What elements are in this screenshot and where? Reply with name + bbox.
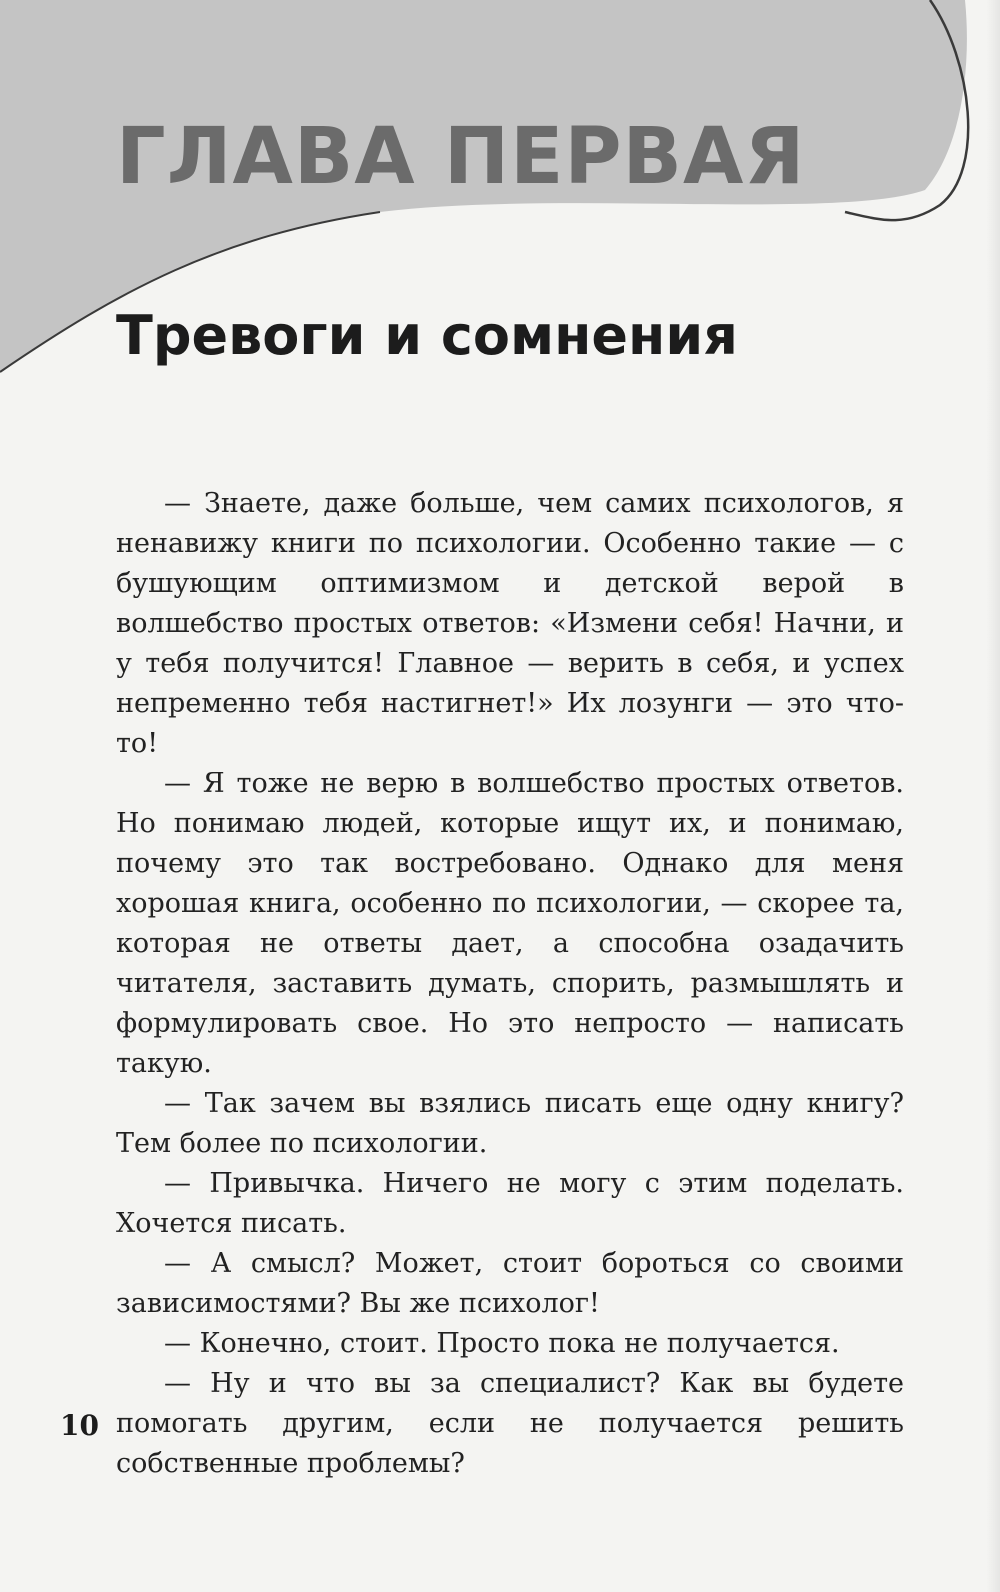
paragraph: — Привычка. Ничего не могу с этим поделать. Хочется писать. [116, 1168, 904, 1239]
chapter-label: ГЛАВА ПЕРВАЯ [116, 112, 806, 202]
page-edge-shadow [986, 0, 1000, 1592]
page-number: 10 [60, 1409, 99, 1442]
body-text [116, 484, 904, 1484]
paragraph: — Ну и что вы за специалист? Как вы будете помогать другим, если не получается решить собственные проблемы? [116, 1368, 904, 1479]
chapter-title: Тревоги и сомнения [116, 304, 738, 367]
paragraph: — Так зачем вы взялись писать еще одну книгу? Тем более по психологии. [116, 1088, 904, 1159]
paragraph: — Конечно, стоит. Просто пока не получается. [164, 1328, 840, 1359]
paragraph: — Знаете, даже больше, чем самих психологов, я ненавижу книги по психологии. Особенно такие — с бушующим оптимизмом и детской верой в волшебство простых ответов: «Измени себя! Начни, и у тебя получится! Главное — верить в себя, и успех непременно тебя настигнет!» Их лозунги — это что-то! [116, 488, 904, 759]
paragraph: — Я тоже не верю в волшебство простых ответов. Но понимаю людей, которые ищут их, и понимаю, почему это так востребовано. Однако для меня хорошая книга, особенно по психологии, — скорее та, которая не ответы дает, а способна озадачить читателя, заставить думать, спорить, размышлять и формулировать свое. Но это непросто — написать такую. [116, 768, 904, 1079]
paragraph: — А смысл? Может, стоит бороться со своими зависимостями? Вы же психолог! [116, 1248, 904, 1319]
